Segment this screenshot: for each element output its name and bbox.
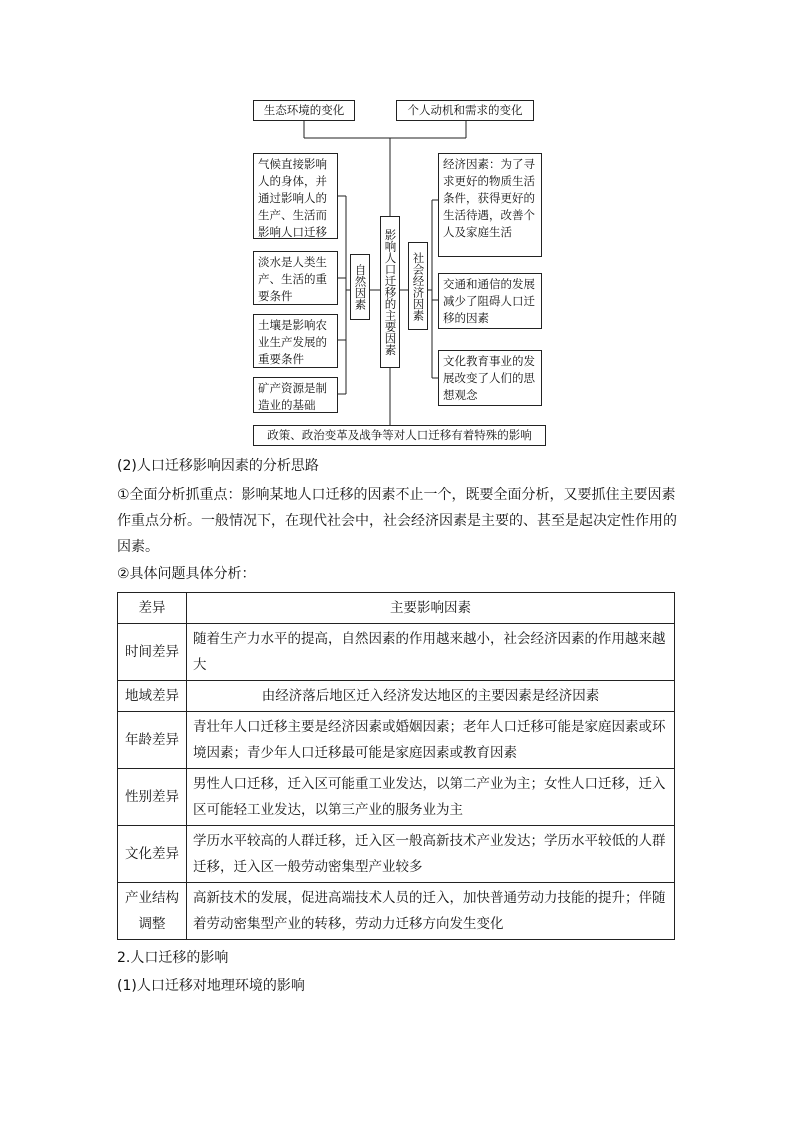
diagram-natural-item-3: 土壤是影响农业生产发展的重要条件 xyxy=(253,314,338,368)
heading-impact-environment: (1)人口迁移对地理环境的影响 xyxy=(117,978,305,994)
table-row xyxy=(118,883,675,940)
section-heading: (2)人口迁移影响因素的分析思路 xyxy=(117,458,319,474)
diagram-natural-box: 自然因素 xyxy=(350,254,370,320)
diagram-natural-item-4: 矿产资源是制造业的基础 xyxy=(253,377,338,413)
diagram-social-item-2: 交通和通信的发展减少了阻碍人口迁移的因素 xyxy=(438,273,542,329)
diagram-top-left-box: 生态环境的变化 xyxy=(253,100,355,121)
point-2: ②具体问题具体分析： xyxy=(117,566,256,582)
table-header-diff: 差异 xyxy=(118,593,187,624)
table-row-value: 青壮年人口迁移主要是经济因素或婚姻因素；老年人口迁移可能是家庭因素或环境因素；青少年人口迁移最可能是家庭因素或教育因素 xyxy=(187,712,675,769)
diagram-bottom-box: 政策、政治变革及战争等对人口迁移有着特殊的影响 xyxy=(253,425,546,446)
diagram-top-right-box: 个人动机和需求的变化 xyxy=(396,100,534,121)
table-row-key: 文化差异 xyxy=(118,826,187,883)
table-row xyxy=(118,624,675,681)
table-row-key: 产业结构调整 xyxy=(118,883,187,940)
table-row xyxy=(118,681,675,712)
diagram-social-item-3: 文化教育事业的发展改变了人们的思想观念 xyxy=(438,350,542,406)
table-header-row xyxy=(118,593,675,624)
table-row-value: 学历水平较高的人群迁移，迁入区一般高新技术产业发达；学历水平较低的人群迁移，迁入区一般劳动密集型产业较多 xyxy=(187,826,675,883)
table-row-value: 高新技术的发展，促进高端技术人员的迁入，加快普通劳动力技能的提升；伴随着劳动密集型产业的转移，劳动力迁移方向发生变化 xyxy=(187,883,675,940)
table-row-key: 性别差异 xyxy=(118,769,187,826)
table-header-factors: 主要影响因素 xyxy=(187,593,675,624)
table-row-key: 年龄差异 xyxy=(118,712,187,769)
diagram-center-box: 影响人口迁移的主要因素 xyxy=(380,216,400,368)
table-row-key: 地域差异 xyxy=(118,681,187,712)
table-row xyxy=(118,826,675,883)
point-1: ①全面分析抓重点：影响某地人口迁移的因素不止一个，既要全面分析，又要抓住主要因素作重点分析。一般情况下，在现代社会中，社会经济因素是主要的、甚至是起决定性作用的因素。 xyxy=(117,487,677,555)
table-row-value: 男性人口迁移，迁入区可能重工业发达，以第二产业为主；女性人口迁移，迁入区可能轻工业发达，以第三产业的服务业为主 xyxy=(187,769,675,826)
table-row xyxy=(118,769,675,826)
table-row-key: 时间差异 xyxy=(118,624,187,681)
diagram-social-box: 社会经济因素 xyxy=(408,242,428,330)
table-row xyxy=(118,712,675,769)
factors-table xyxy=(117,592,675,940)
diagram-natural-item-2: 淡水是人类生产、生活的重要条件 xyxy=(253,251,338,305)
diagram-natural-item-1: 气候直接影响人的身体，并通过影响人的生产、生活而影响人口迁移 xyxy=(253,153,338,239)
heading-impact: 2.人口迁移的影响 xyxy=(117,950,229,966)
diagram-social-item-1: 经济因素：为了寻求更好的物质生活条件，获得更好的生活待遇，改善个人及家庭生活 xyxy=(438,153,542,257)
table-row-value: 随着生产力水平的提高，自然因素的作用越来越小，社会经济因素的作用越来越大 xyxy=(187,624,675,681)
table-row-value: 由经济落后地区迁入经济发达地区的主要因素是经济因素 xyxy=(187,681,675,712)
